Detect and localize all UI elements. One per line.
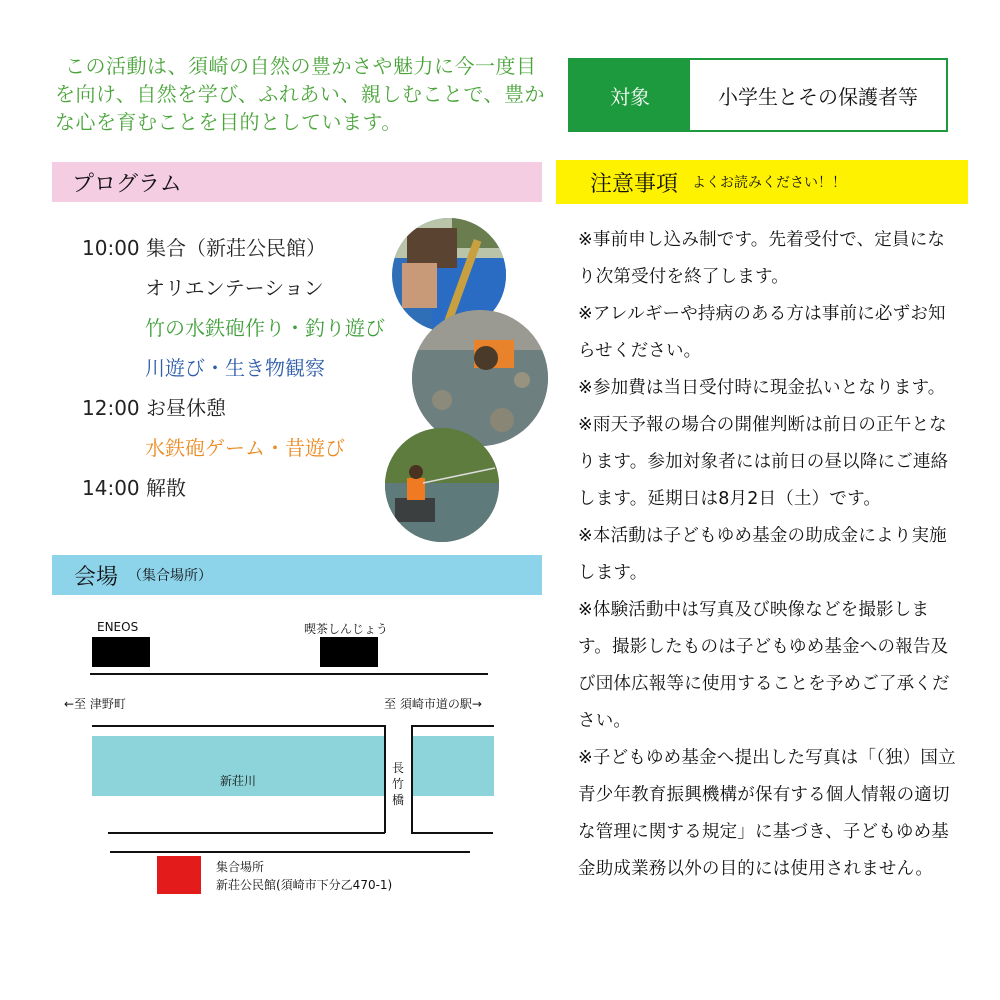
venue-subtitle: （集合場所）	[128, 568, 213, 584]
venue-title: 会場	[74, 564, 119, 590]
bridge-line-left	[384, 725, 386, 833]
landmark-cafe-label: 喫茶しんじょう	[304, 622, 389, 636]
schedule-time: 14:00	[82, 476, 140, 500]
program-header	[52, 162, 542, 202]
landmark-eneos-label: ENEOS	[97, 620, 139, 634]
venue-map	[52, 600, 542, 900]
photo-fishing	[385, 428, 499, 542]
note-item: ※体験活動中は写真及び映像などを撮影します。撮影したものは子どもゆめ基金への報告及び団体広報等に使用することを予めご了承ください。	[578, 600, 950, 731]
schedule-row-4: 川遊び・生き物観察	[145, 356, 325, 380]
meeting-address: 新荘公民館(須崎市下分乙470-1)	[216, 878, 393, 892]
road-line-mid-left	[92, 725, 384, 727]
river-label: 新荘川	[220, 774, 257, 788]
schedule-time: 10:00	[82, 236, 140, 260]
note-item: ※子どもゆめ基金へ提出した写真は「（独）国立青少年教育振興機構が保有する個人情報の適切な管理に関する規定」に基づき、子どもゆめ基金助成業務以外の目的には使用されません。	[578, 748, 956, 879]
direction-right: 至 須崎市道の駅→	[384, 697, 482, 711]
note-item: ※事前申し込み制です。先着受付で、定員になり次第受付を終了します。	[578, 230, 946, 287]
road-line-mid-right	[412, 725, 494, 727]
meeting-point-marker	[157, 856, 201, 894]
schedule-text: 集合（新荘公民館）	[146, 236, 326, 260]
schedule-time: 12:00	[82, 396, 140, 420]
target-label: 対象	[570, 60, 690, 130]
note-item: ※アレルギーや持病のある方は事前に必ずお知らせください。	[578, 304, 946, 361]
schedule-row-7	[82, 468, 186, 508]
river-right	[412, 736, 494, 796]
notes-title: 注意事項	[590, 171, 679, 197]
venue-header	[52, 555, 542, 595]
photo-river-play	[412, 310, 548, 446]
schedule-row-5	[82, 388, 226, 428]
road-line-top	[90, 673, 488, 675]
landmark-cafe-block	[320, 637, 378, 667]
landmark-eneos-block	[92, 637, 150, 667]
note-item: ※本活動は子どもゆめ基金の助成金により実施します。	[578, 526, 947, 583]
bridge-label: 長竹橋	[392, 761, 405, 807]
notes-header	[556, 160, 968, 204]
note-item: ※参加費は当日受付時に現金払いとなります。	[578, 378, 946, 398]
schedule-row-3: 竹の水鉄砲作り・釣り遊び	[145, 316, 385, 340]
schedule-row-2: オリエンテーション	[145, 276, 324, 300]
direction-left: ←至 津野町	[64, 697, 126, 711]
road-line-bottom	[110, 851, 470, 853]
road-line-low-right	[411, 832, 493, 834]
schedule-row-6: 水鉄砲ゲーム・昔遊び	[145, 436, 345, 460]
meeting-label: 集合場所	[216, 860, 265, 874]
schedule-text: お昼休憩	[146, 396, 226, 420]
intro-text: この活動は、須崎の自然の豊かさや魅力に今一度目を向け、自然を学び、ふれあい、親しむことで、豊かな心を育むことを目的としています。	[55, 54, 545, 134]
program-title: プログラム	[72, 171, 182, 197]
notes-subtitle: よくお読みください！！	[692, 175, 847, 191]
target-value: 小学生とその保護者等	[690, 60, 946, 130]
schedule-text: 解散	[146, 476, 186, 500]
target-box	[568, 58, 948, 132]
schedule-row-1	[82, 228, 326, 268]
notes-list	[578, 222, 958, 888]
bridge-line-right	[411, 725, 413, 833]
note-item: ※雨天予報の場合の開催判断は前日の正午となります。参加対象者には前日の昼以降にご連絡します。延期日は8月2日（土）です。	[578, 415, 949, 509]
road-line-low-left	[108, 832, 385, 834]
